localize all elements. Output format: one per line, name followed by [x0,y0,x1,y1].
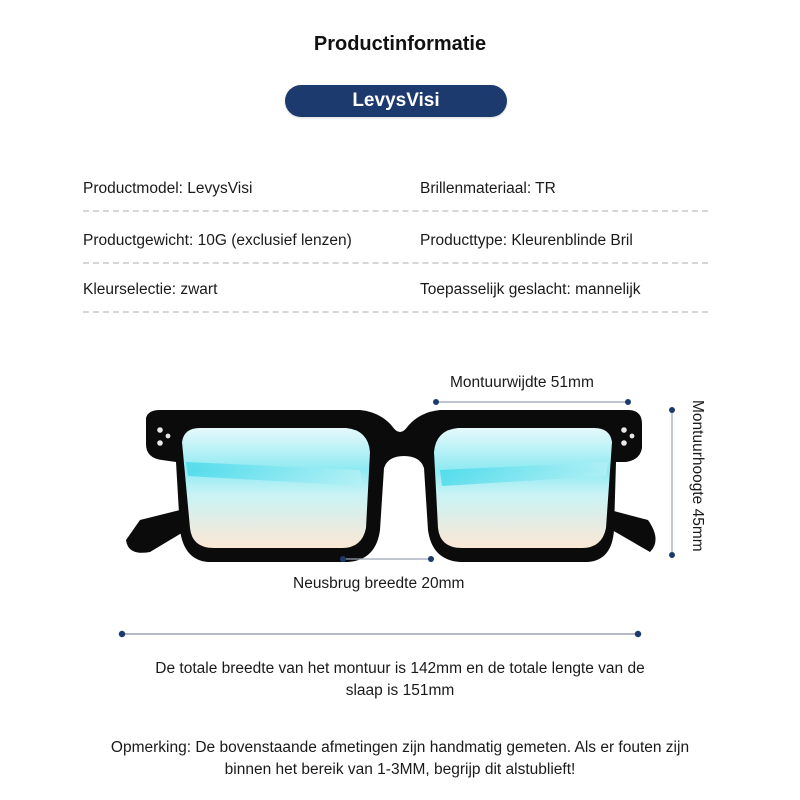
page-title: Productinformatie [313,33,487,55]
total-width-line [119,631,641,637]
frame-width-line [433,399,631,405]
spec-material: Brillenmateriaal: TR [420,180,556,197]
bridge-width-label: Neusbrug breedte 20mm [293,575,465,592]
measurement-remark: Opmerking: De bovenstaande afmetingen zijn handmatig gemeten. Als er fouten zijn binnen het bereik van 1-3MM, begrijp dit alstublieft! [110,739,690,778]
glasses-frame [146,410,642,562]
spec-product-model: Productmodel: LevysVisi [83,180,253,197]
right-temple [610,510,656,552]
frame-height-line [669,407,675,558]
brand-badge: LevysVisi [285,85,507,117]
spec-color: Kleurselectie: zwart [83,281,218,298]
frame-width-label: Montuurwijdte 51mm [450,374,594,391]
total-dimensions-note: De totale breedte van het montuur is 142mm en de totale lengte van de slaap is 151mm [155,660,645,699]
frame-height-label: Montuurhoogte 45mm [689,400,706,552]
spec-gender: Toepasselijk geslacht: mannelijk [420,281,641,298]
spec-product-type: Producttype: Kleurenblinde Bril [420,232,633,249]
spec-weight: Productgewicht: 10G (exclusief lenzen) [83,232,352,249]
